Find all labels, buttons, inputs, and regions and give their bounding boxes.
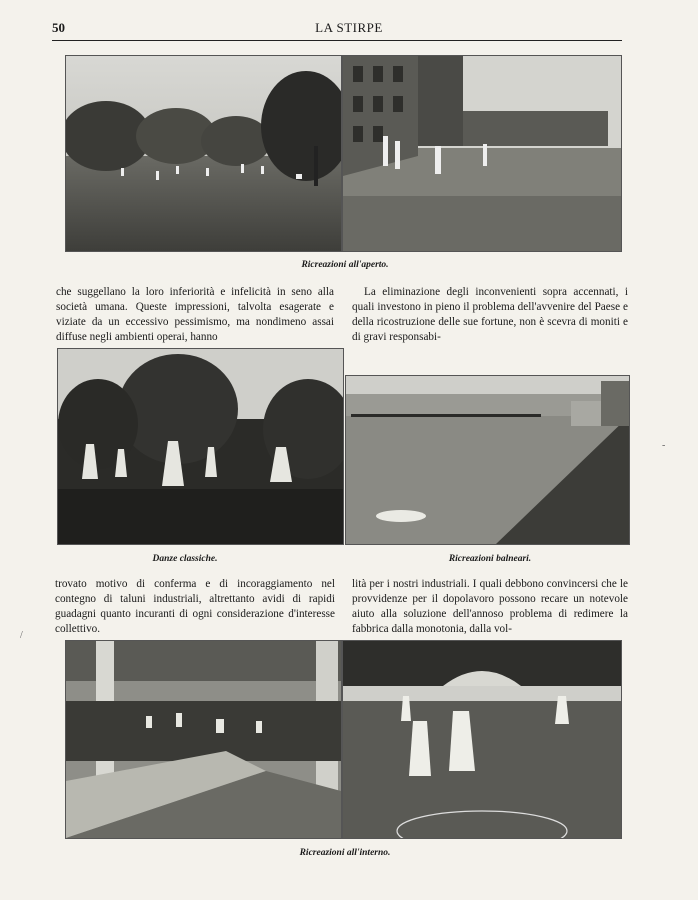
header-rule bbox=[52, 40, 622, 41]
photo-indoor-bowling bbox=[65, 640, 342, 839]
paragraph: lità per i nostri industriali. I quali debbono convincersi che le provvidenze per il dopolavoro possono recare un notevole aiuto alla soluzione dell'annoso problema di redimere la fabbrica dalla monotonia, dalla vol- bbox=[352, 578, 628, 635]
page-mark: ‐ bbox=[662, 440, 666, 451]
text-column-left-1 bbox=[56, 285, 334, 345]
photo-outdoor-factory-yard bbox=[342, 55, 622, 252]
paragraph: trovato motivo di conferma e di incoraggiamento nel contegno di taluni industriali, altrettanto avidi di rapidi guadagni quanto incuranti di ogni considerazione d'interesse collettivo. bbox=[55, 578, 335, 635]
paragraph: che suggellano la loro inferiorità e infelicità in seno alla società umana. Queste impressioni, talvolta esagerate e viziate da un eccessivo pessimismo, ma nondimeno assai diffuse negli ambienti operai, hanno bbox=[56, 286, 334, 343]
text-column-right-2 bbox=[352, 577, 628, 637]
caption-bathing: Ricreazioni balneari. bbox=[448, 554, 532, 564]
caption-indoor: Ricreazioni all'interno. bbox=[299, 848, 391, 858]
page-number: 50 bbox=[52, 20, 65, 35]
caption-dance: Danze classiche. bbox=[152, 554, 218, 564]
photo-bathing-beach bbox=[345, 375, 630, 545]
text-column-left-2 bbox=[55, 577, 335, 637]
caption-outdoor: Ricreazioni all'aperto. bbox=[301, 260, 389, 270]
paragraph: La eliminazione degli inconvenienti sopra accennati, i quali investono in pieno il problema dell'avvenire del Paese e della ricostruzione delle sue fortune, non è scevra di moniti e di gravi responsabi- bbox=[352, 286, 628, 343]
photo-outdoor-park bbox=[65, 55, 342, 252]
photo-indoor-hall bbox=[342, 640, 622, 839]
text-column-right-1 bbox=[352, 285, 628, 345]
photo-classical-dance bbox=[57, 348, 344, 545]
running-title: LA STIRPE bbox=[315, 20, 383, 35]
page-mark: / bbox=[20, 630, 23, 641]
